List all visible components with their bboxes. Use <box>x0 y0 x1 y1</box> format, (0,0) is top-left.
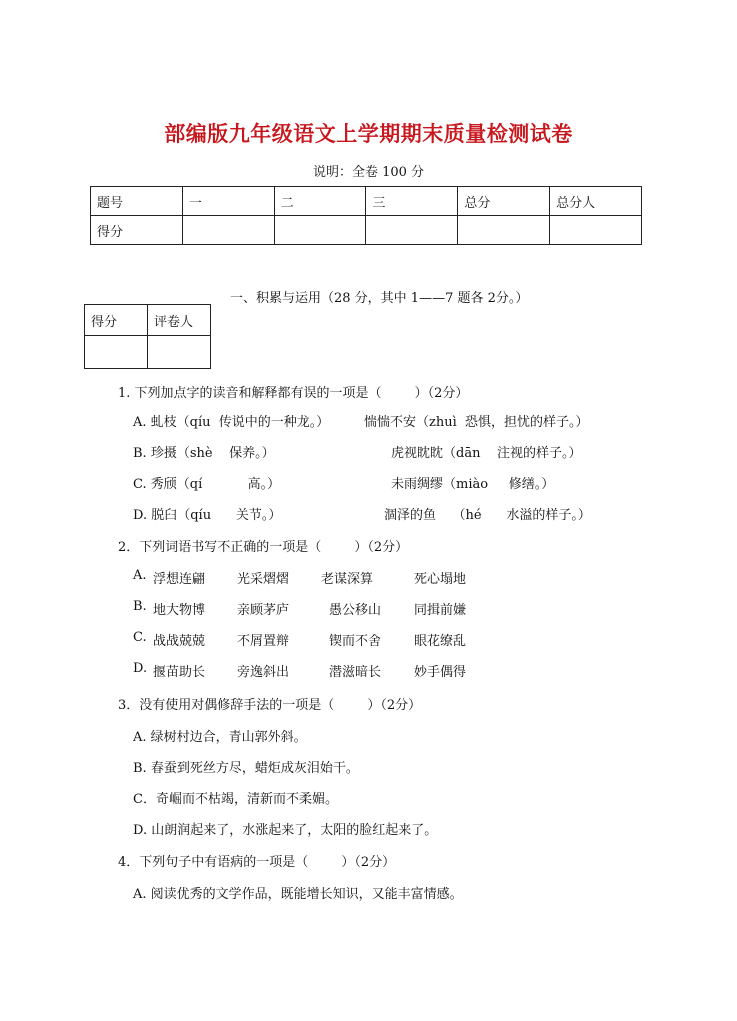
score-table-header-row <box>91 187 642 216</box>
grader-reviewer-label: 评卷人 <box>148 305 211 336</box>
score-header-cell: 总分人 <box>550 187 642 216</box>
score-cell[interactable] <box>366 216 458 245</box>
q1-option-c-left: C. 秀颀（qí 高。） <box>133 477 281 492</box>
grader-table <box>84 304 211 369</box>
score-row-label: 得分 <box>91 216 183 245</box>
score-cell[interactable] <box>458 216 550 245</box>
grader-score-label: 得分 <box>85 305 148 336</box>
score-header-cell: 三 <box>366 187 458 216</box>
question-1-stem: 1. 下列加点字的读音和解释都有误的一项是（ ）（2分） <box>118 386 469 401</box>
q2-option-letter: B. <box>133 599 147 614</box>
q2-option-word: 揠苗助长 <box>153 665 206 680</box>
q2-option-word: 亲顾茅庐 <box>237 603 290 618</box>
question-4-stem: 4．下列句子中有语病的一项是（ ）（2分） <box>118 855 396 870</box>
q2-option-word: 妙手偶得 <box>414 665 467 680</box>
q1-option-b-left: B. 珍摄（shè 保养。） <box>133 446 275 461</box>
score-header-cell: 题号 <box>91 187 183 216</box>
q2-option-letter: D. <box>133 661 148 676</box>
q2-option-letter: C. <box>133 630 147 645</box>
score-table <box>90 186 642 245</box>
q2-option-letter: A. <box>133 568 147 583</box>
q2-option-word: 旁逸斜出 <box>237 665 290 680</box>
q1-option-d-right: 涸泽的鱼 （hé 水溢的样子。） <box>384 508 591 523</box>
score-cell[interactable] <box>274 216 366 245</box>
exam-note: 说明：全卷 100 分 <box>312 165 425 180</box>
q2-option-word: 死心塌地 <box>414 572 467 587</box>
section-heading: 一、积累与运用（28 分，其中 1——7 题各 2分。） <box>230 291 529 306</box>
q3-option-a: A. 绿树村边合，青山郭外斜。 <box>133 730 307 745</box>
q3-option-c: C．奇崛而不枯竭，清新而不柔媚。 <box>133 792 338 807</box>
score-header-cell: 一 <box>182 187 274 216</box>
q2-option-word: 愚公移山 <box>329 603 382 618</box>
q3-option-d: D. 山朗润起来了，水涨起来了，太阳的脸红起来了。 <box>133 823 438 838</box>
q2-option-word: 潜滋暗长 <box>329 665 382 680</box>
q2-option-word: 光采熠熠 <box>237 572 290 587</box>
q1-option-a-left: A. 虬枝（qíu 传说中的一种龙。） <box>133 415 330 430</box>
question-3-stem: 3．没有使用对偶修辞手法的一项是（ ）（2分） <box>118 698 422 713</box>
q2-option-word: 不屑置辩 <box>237 634 290 649</box>
grader-input-row <box>85 336 211 369</box>
q2-option-word: 锲而不舍 <box>329 634 382 649</box>
grader-score-cell[interactable] <box>85 336 148 369</box>
q2-option-word: 老谋深算 <box>321 572 374 587</box>
q1-option-a-right: 惴惴不安（zhuì 恐惧，担忧的样子。） <box>364 415 589 430</box>
score-header-cell: 二 <box>274 187 366 216</box>
score-table-score-row <box>91 216 642 245</box>
q2-option-word: 浮想连翩 <box>153 572 206 587</box>
page-title: 部编版九年级语文上学期期末质量检测试卷 <box>164 121 573 146</box>
score-cell[interactable] <box>550 216 642 245</box>
score-header-cell: 总分 <box>458 187 550 216</box>
q1-option-c-right: 未雨绸缪（miào 修缮。） <box>391 477 555 492</box>
q2-option-word: 眼花缭乱 <box>414 634 467 649</box>
q2-option-word: 地大物博 <box>153 603 206 618</box>
q3-option-b: B. 春蚕到死丝方尽，蜡炬成灰泪始干。 <box>133 761 359 776</box>
q2-option-word: 战战兢兢 <box>153 634 206 649</box>
q4-option-a: A. 阅读优秀的文学作品，既能增长知识，又能丰富情感。 <box>133 887 463 902</box>
q2-option-word: 同揖前嫌 <box>414 603 467 618</box>
score-cell[interactable] <box>182 216 274 245</box>
q1-option-d-left: D. 脱臼（qíu 关节。） <box>133 508 282 523</box>
q1-option-b-right: 虎视眈眈（dān 注视的样子。） <box>391 446 582 461</box>
grader-header-row <box>85 305 211 336</box>
grader-reviewer-cell[interactable] <box>148 336 211 369</box>
question-2-stem: 2．下列词语书写不正确的一项是（ ）（2分） <box>118 540 409 555</box>
